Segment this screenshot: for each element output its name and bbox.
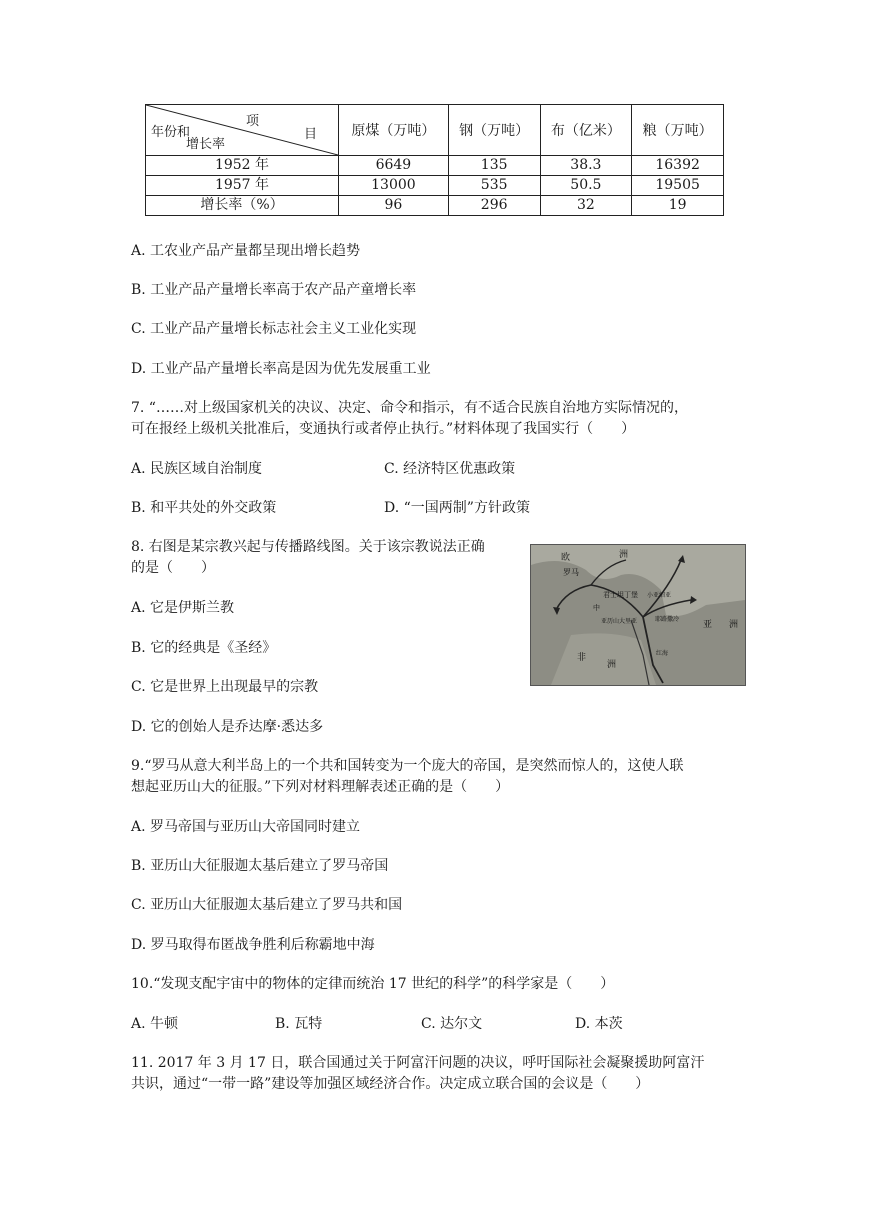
table-row xyxy=(146,176,724,196)
table-cell: 32 xyxy=(540,196,632,216)
q7-stem-line-1: 7. “……对上级国家机关的决议、决定、命令和指示，有不适合民族自治地方实际情况的， xyxy=(131,400,688,416)
column-header-coal: 原煤（万吨） xyxy=(339,105,449,156)
q6-option-c: C. 工业产品产量增长标志社会主义工业化实现 xyxy=(131,321,417,337)
table-header-row xyxy=(146,105,724,156)
table-cell: 19 xyxy=(632,196,724,216)
q8-stem-line-1: 8. 右图是某宗教兴起与传播路线图。关于该宗教说法正确 xyxy=(131,539,485,555)
map-label-africa-2: 洲 xyxy=(607,660,617,670)
q10-option-b: B. 瓦特 xyxy=(275,1016,323,1032)
q9-option-b: B. 亚历山大征服迦太基后建立了罗马帝国 xyxy=(131,858,389,874)
header-year-label: 年份和 xyxy=(151,125,191,140)
table-cell: 135 xyxy=(448,156,540,176)
q9-stem-line-2: 想起亚历山大的征服。”下列对材料理解表述正确的是（ ） xyxy=(131,779,510,795)
q9-option-d: D. 罗马取得布匿战争胜利后称霸地中海 xyxy=(131,937,375,953)
map-label-asia-1: 亚 xyxy=(703,620,713,630)
map-drawing xyxy=(531,545,745,685)
q6-option-d: D. 工业产品产量增长率高是因为优先发展重工业 xyxy=(131,361,431,377)
header-item-label: 项 xyxy=(246,114,260,129)
map-label-sea: 中 xyxy=(593,604,600,612)
q8-option-a: A. 它是伊斯兰教 xyxy=(131,600,235,616)
table-cell: 19505 xyxy=(632,176,724,196)
row-label: 1952 年 xyxy=(146,156,339,176)
table-cell: 13000 xyxy=(339,176,449,196)
header-rate-label: 增长率 xyxy=(186,137,226,152)
table-cell: 535 xyxy=(448,176,540,196)
table-row xyxy=(146,196,724,216)
row-label: 1957 年 xyxy=(146,176,339,196)
q7-stem-line-2: 可在报经上级机关批准后，变通执行或者停止执行。”材料体现了我国实行（ ） xyxy=(131,421,636,437)
q10-stem: 10.“发现支配宇宙中的物体的定律而统治 17 世纪的科学”的科学家是（ ） xyxy=(131,976,615,992)
column-header-cloth: 布（亿米） xyxy=(540,105,632,156)
q7-option-d: D. “一国两制”方针政策 xyxy=(384,500,530,516)
q6-option-a: A. 工农业产品产量都呈现出增长趋势 xyxy=(131,243,361,259)
q9-option-c: C. 亚历山大征服迦太基后建立了罗马共和国 xyxy=(131,897,403,913)
table-cell: 16392 xyxy=(632,156,724,176)
diagonal-header-cell xyxy=(146,105,339,156)
map-label-europe-1: 欧 xyxy=(561,553,571,563)
map-label-asia-2: 洲 xyxy=(729,620,739,630)
table-row xyxy=(146,156,724,176)
q10-option-c: C. 达尔文 xyxy=(421,1016,483,1032)
table-cell: 38.3 xyxy=(540,156,632,176)
q9-stem-line-1: 9.“罗马从意大利半岛上的一个共和国转变为一个庞大的帝国，是突然而惊人的，这使人联 xyxy=(131,758,684,774)
q8-option-c: C. 它是世界上出现最早的宗教 xyxy=(131,679,319,695)
q8-option-d: D. 它的创始人是乔达摩·悉达多 xyxy=(131,719,324,735)
column-header-steel: 钢（万吨） xyxy=(448,105,540,156)
q11-stem-line-2: 共识，通过“一带一路”建设等加强区域经济合作。决定成立联合国的会议是（ ） xyxy=(131,1076,650,1092)
q9-option-a: A. 罗马帝国与亚历山大帝国同时建立 xyxy=(131,819,361,835)
map-label-alexandria: 亚历山大里亚 xyxy=(601,618,638,625)
map-label-red-sea: 红海 xyxy=(656,650,669,657)
map-label-africa-1: 非 xyxy=(577,653,587,663)
religion-spread-map xyxy=(530,544,746,686)
statistics-table xyxy=(145,104,724,216)
column-header-grain: 粮（万吨） xyxy=(632,105,724,156)
table-cell: 6649 xyxy=(339,156,449,176)
q7-option-c: C. 经济特区优惠政策 xyxy=(384,461,516,477)
q6-option-b: B. 工业产品产量增长率高于农产品产童增长率 xyxy=(131,282,417,298)
q10-option-d: D. 本茨 xyxy=(575,1016,623,1032)
q7-option-b: B. 和平共处的外交政策 xyxy=(131,500,277,516)
map-label-jerusalem: 耶路撒冷 xyxy=(655,616,680,623)
q10-option-a: A. 牛顿 xyxy=(131,1016,179,1032)
q11-stem-line-1: 11. 2017 年 3 月 17 日，联合国通过关于阿富汗问题的决议，呼吁国际社会凝聚援助阿富汗 xyxy=(131,1055,705,1071)
q8-stem-line-2: 的是（ ） xyxy=(131,560,215,576)
header-mu-label: 目 xyxy=(304,127,318,142)
table-cell: 96 xyxy=(339,196,449,216)
map-label-europe-2: 洲 xyxy=(619,550,629,560)
map-label-constantinople: 君士坦丁堡 xyxy=(603,591,638,599)
table-cell: 50.5 xyxy=(540,176,632,196)
table-cell: 296 xyxy=(448,196,540,216)
q7-option-a: A. 民族区域自治制度 xyxy=(131,461,263,477)
q8-option-b: B. 它的经典是《圣经》 xyxy=(131,640,277,656)
map-label-asia-minor: 小亚细亚 xyxy=(647,592,672,599)
row-label: 增长率（%） xyxy=(146,196,339,216)
map-label-rome: 罗马 xyxy=(563,568,579,577)
